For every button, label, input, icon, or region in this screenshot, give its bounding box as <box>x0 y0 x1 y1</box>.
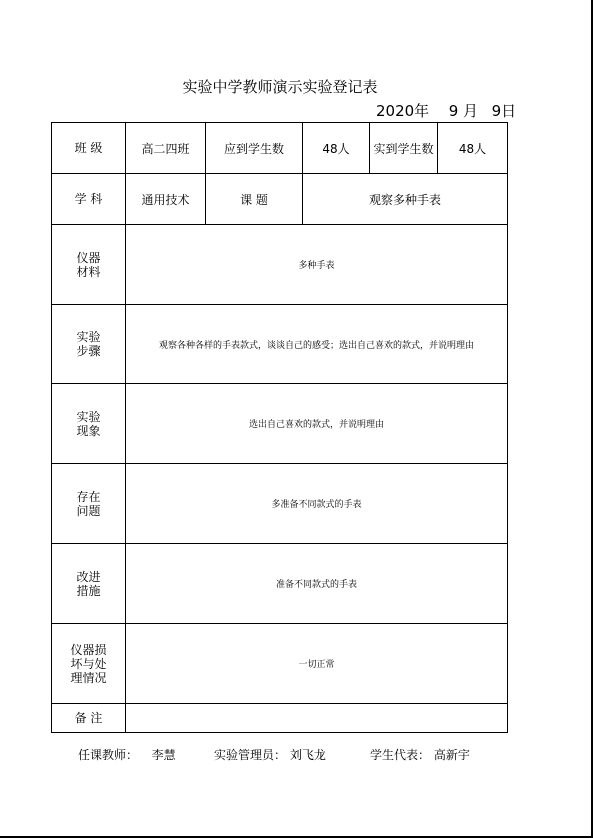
expected-students-label: 应到学生数 <box>206 123 303 174</box>
registration-table <box>51 122 508 733</box>
student-name: 高新宇 <box>433 748 470 762</box>
materials-label <box>52 225 126 305</box>
subject-label: 学 科 <box>52 174 126 225</box>
problems-label <box>52 464 126 544</box>
problems-label-line-1: 存在 <box>76 489 101 504</box>
table-row <box>52 225 508 305</box>
table-row <box>52 464 508 544</box>
damage-label-line-3: 理情况 <box>70 670 107 685</box>
materials-label-line-2: 材料 <box>76 264 101 279</box>
steps-label <box>52 305 126 384</box>
damage-label <box>52 624 126 704</box>
teacher-name: 李慧 <box>151 748 176 762</box>
damage-label-line-2: 坏与处 <box>70 656 107 671</box>
improvements-value: 准备不同款式的手表 <box>126 544 508 624</box>
damage-label-line-1: 仪器损 <box>70 642 107 657</box>
table-row <box>52 384 508 464</box>
problems-value: 多准备不同款式的手表 <box>126 464 508 544</box>
page-title: 实验中学教师演示实验登记表 <box>182 78 378 96</box>
materials-label-line-1: 仪器 <box>76 250 101 265</box>
student-signature <box>370 746 470 763</box>
teacher-signature <box>78 746 176 763</box>
topic-label: 课 题 <box>206 174 303 225</box>
phenomena-value: 选出自己喜欢的款式，并说明理由 <box>126 384 508 464</box>
date-day: 9日 <box>491 102 517 120</box>
student-label: 学生代表： <box>370 748 431 762</box>
steps-label-line-1: 实验 <box>76 330 101 344</box>
improvements-label-line-2: 措施 <box>76 583 101 598</box>
remarks-label: 备 注 <box>52 704 126 733</box>
table-row <box>52 305 508 384</box>
date-line <box>376 100 516 121</box>
expected-students-value: 48人 <box>303 123 370 174</box>
problems-label-line-2: 问题 <box>76 503 101 518</box>
teacher-label: 任课教师： <box>78 748 139 762</box>
subject-value: 通用技术 <box>126 174 206 225</box>
steps-label-line-2: 步骤 <box>76 344 101 358</box>
steps-value: 观察各种各样的手表款式，谈谈自己的感受；选出自己喜欢的款式，并说明理由 <box>126 305 508 384</box>
manager-name: 刘飞龙 <box>289 748 326 762</box>
remarks-value <box>126 704 508 733</box>
phenomena-label <box>52 384 126 464</box>
improvements-label-line-1: 改进 <box>76 569 101 584</box>
table-row <box>52 174 508 225</box>
topic-value: 观察多种手表 <box>303 174 508 225</box>
materials-value: 多种手表 <box>126 225 508 305</box>
manager-signature <box>214 746 326 763</box>
class-value: 高二四班 <box>126 123 206 174</box>
phenomena-label-line-2: 现象 <box>76 423 101 438</box>
actual-students-label: 实到学生数 <box>370 123 438 174</box>
table-row <box>52 544 508 624</box>
manager-label: 实验管理员： <box>214 748 287 762</box>
class-label: 班 级 <box>52 123 126 174</box>
table-row <box>52 624 508 704</box>
phenomena-label-line-1: 实验 <box>76 409 101 424</box>
actual-students-value: 48人 <box>438 123 508 174</box>
table-row <box>52 123 508 174</box>
date-year: 2020年 <box>376 102 430 120</box>
table-row <box>52 704 508 733</box>
date-month: 9 月 <box>448 102 479 120</box>
damage-value: 一切正常 <box>126 624 508 704</box>
improvements-label <box>52 544 126 624</box>
